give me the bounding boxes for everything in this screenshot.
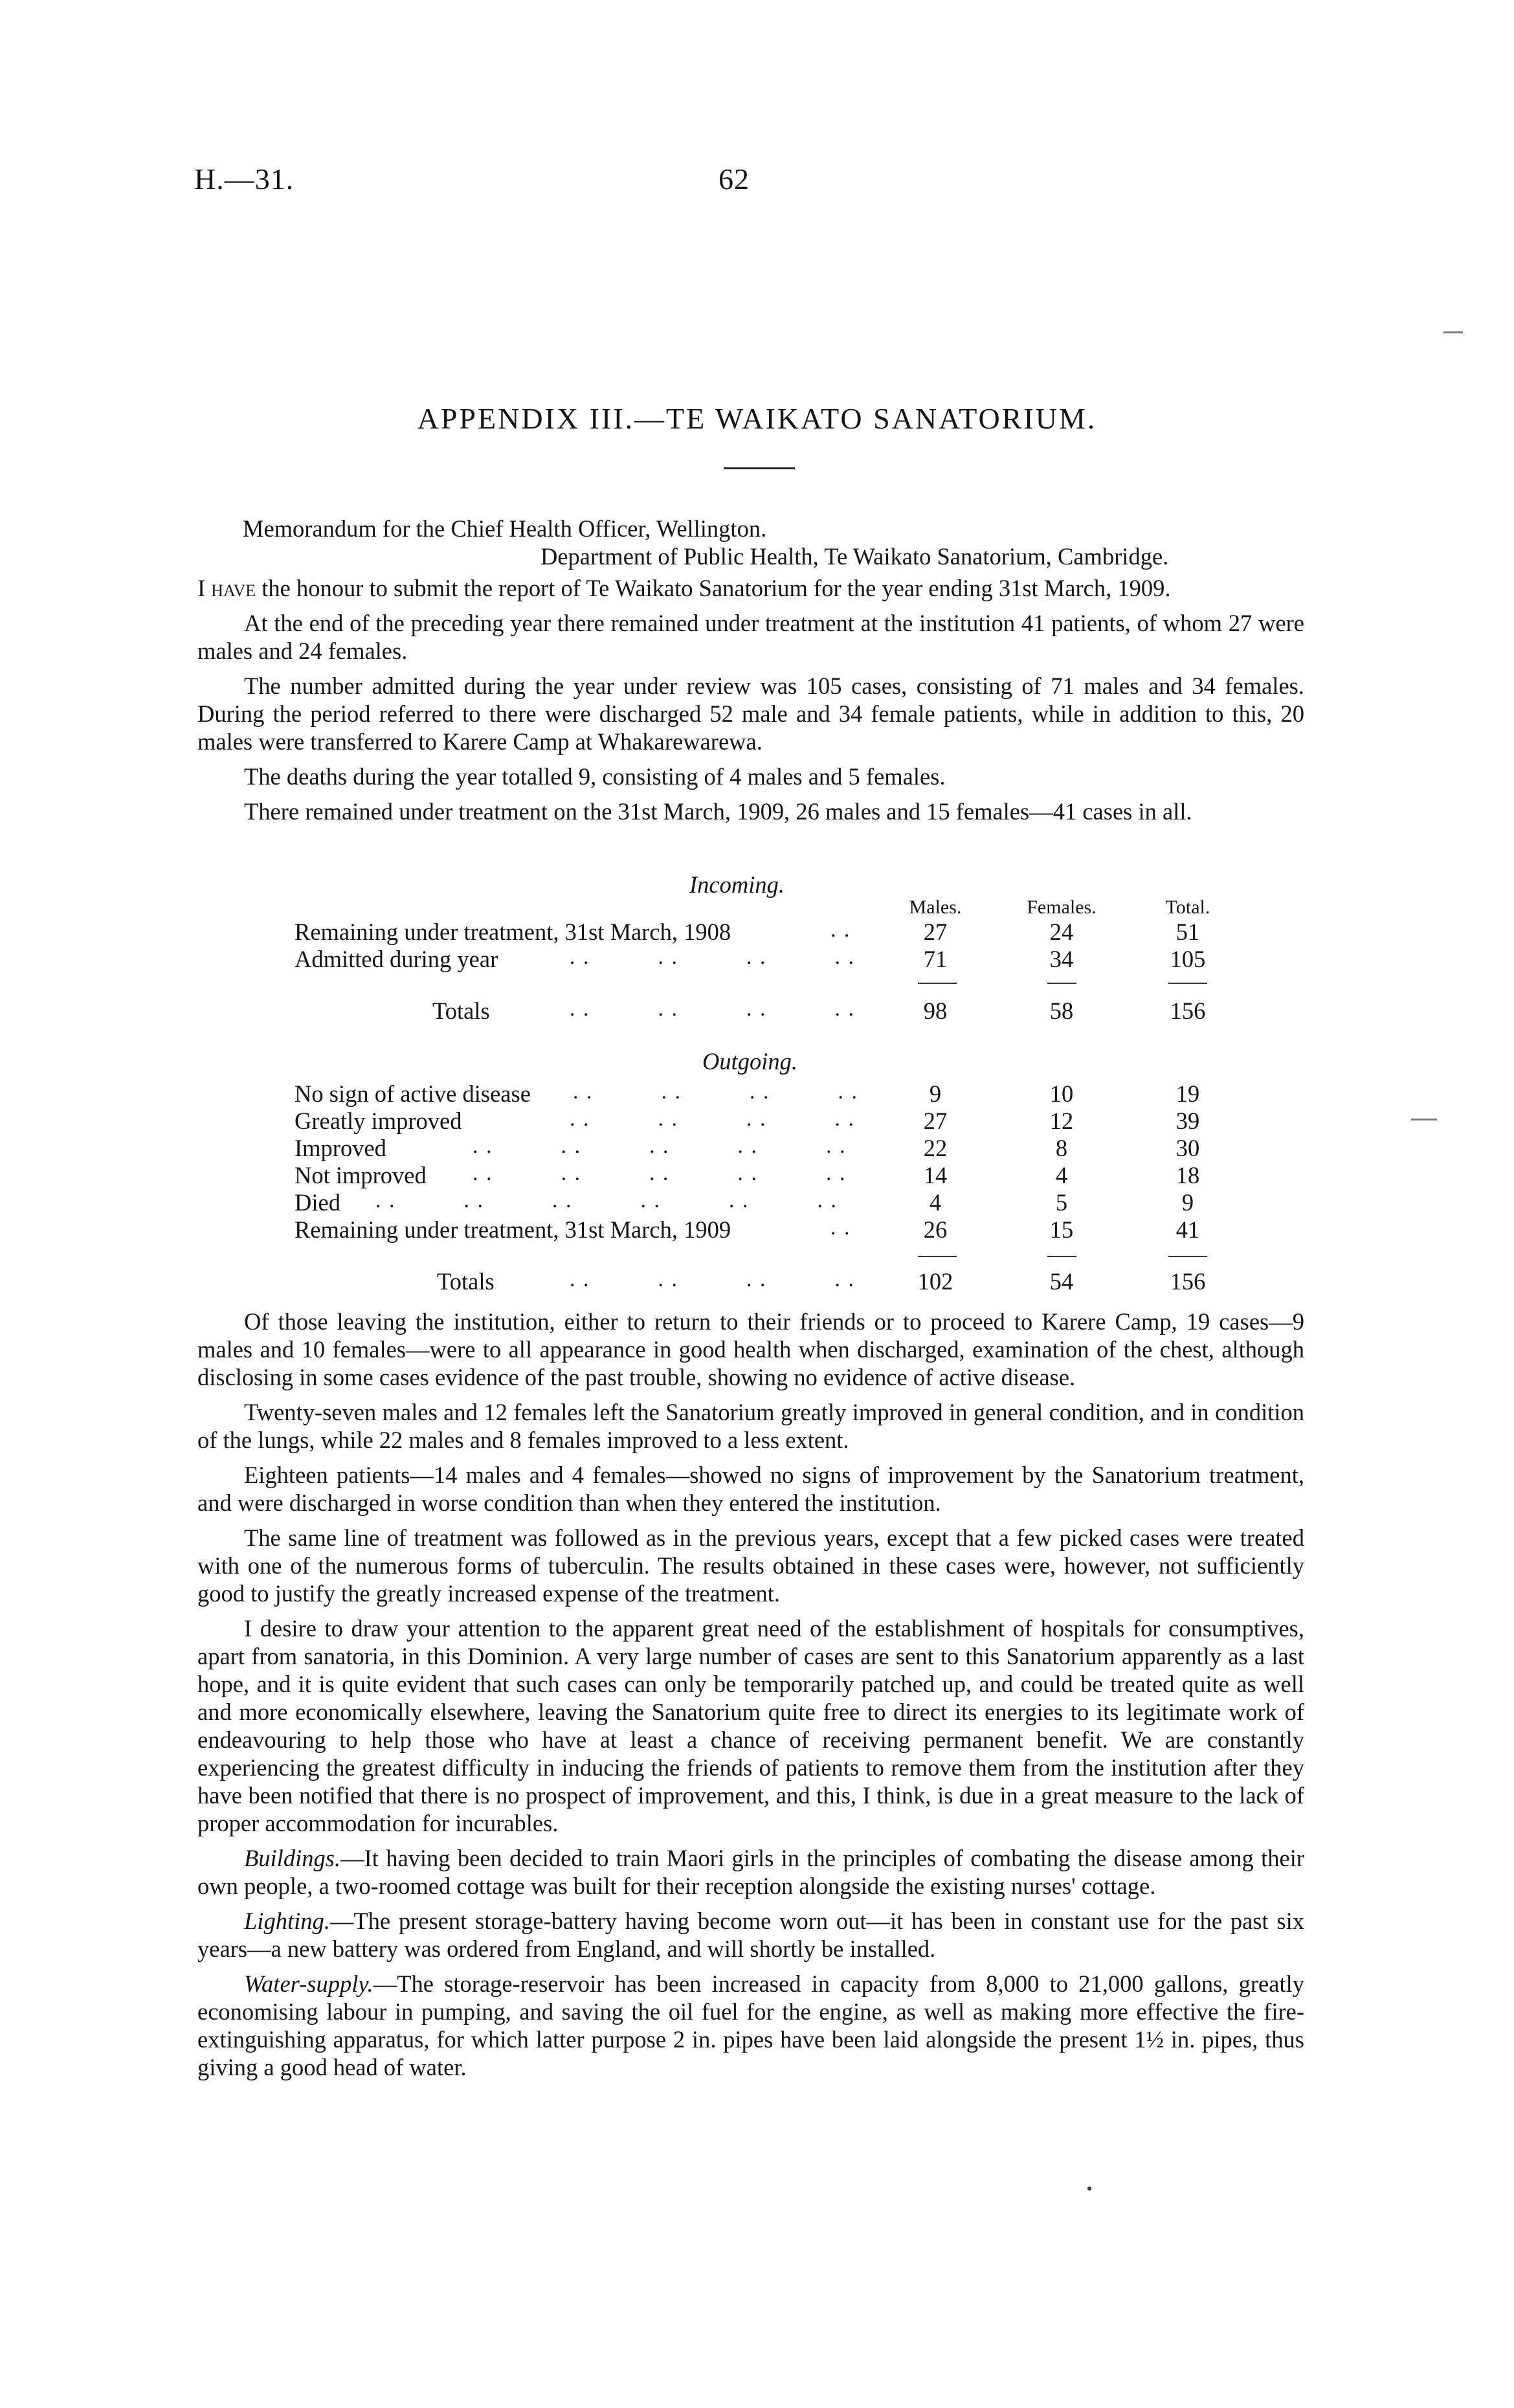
cell-females: 10 — [1049, 1080, 1074, 1107]
cell-total: 105 — [1170, 946, 1206, 972]
cell-males: 26 — [923, 1216, 948, 1243]
row-label: Greatly improved — [295, 1108, 462, 1134]
title-rule — [724, 467, 795, 469]
paragraph: The deaths during the year totalled 9, consisting of 4 males and 5 females. — [244, 763, 946, 790]
cell-females: 34 — [1049, 946, 1074, 972]
section-text: —The present storage-battery having become worn out—it has been in constant use for the past six years—a new battery was ordered from England, and will shortly be installed. — [197, 1908, 1304, 1962]
cell-total: 30 — [1175, 1135, 1200, 1161]
leader-dots: . . . . . . . . . . — [473, 1134, 847, 1158]
scan-mark — [1411, 1119, 1437, 1120]
cell-males: 27 — [923, 919, 948, 945]
sum-rule — [1047, 1256, 1076, 1257]
page-number: 62 — [718, 162, 750, 195]
memo-from: Department of Public Health, Te Waikato Sanatorium, Cambridge. — [540, 543, 1169, 570]
paragraph: The same line of treatment was followed as in the previous years, except that a few picked cases were treated with one of the numerous forms of tuberculin. The results obtained in these cases were, however, not sufficiently good to justify the greatly increased expense of the treatment. — [197, 1524, 1304, 1607]
intro-paragraph — [197, 574, 1304, 602]
row-label: Remaining under treatment, 31st March, 1909 — [295, 1216, 731, 1243]
cell-females: 4 — [1055, 1162, 1068, 1188]
column-header-females: Females. — [1027, 897, 1097, 918]
paragraph: At the end of the preceding year there remained under treatment at the institution 41 patients, of whom 27 were males and 24 females. — [197, 610, 1304, 664]
section-text: —It having been decided to train Maori girls in the principles of combating the disease among their own people, a two-roomed cottage was built for their reception alongside the existing nurses' cottage. — [197, 1845, 1304, 1899]
totals-label: Totals — [437, 1268, 495, 1295]
cell-females: 54 — [1049, 1268, 1074, 1295]
cell-males: 4 — [929, 1189, 942, 1216]
sum-rule — [1168, 1256, 1207, 1257]
row-label: Died — [295, 1189, 340, 1216]
leader-dots: . . . . . . . . — [570, 997, 855, 1021]
totals-label: Totals — [432, 998, 490, 1024]
leader-dots: . . — [830, 918, 851, 942]
opening-section — [197, 515, 1304, 832]
scan-mark — [1443, 331, 1463, 333]
water-supply-paragraph — [197, 1970, 1304, 2081]
sum-rule — [1168, 983, 1207, 984]
leader-dots: . . . . . . . . — [573, 1080, 858, 1104]
leader-dots: . . . . . . . . . . — [473, 1161, 847, 1185]
report-reference: H.—31. — [194, 162, 295, 195]
cell-males: 102 — [917, 1268, 953, 1295]
paragraph: Eighteen patients—14 males and 4 females—showed no signs of improvement by the Sanatorium treatment, and were discharged in worse condition than when they entered the institution. — [197, 1462, 1304, 1516]
cell-females: 58 — [1049, 998, 1074, 1024]
cell-total: 9 — [1181, 1189, 1194, 1216]
scan-mark — [1087, 2187, 1091, 2191]
section-text: —The storage-reservoir has been increased in capacity from 8,000 to 21,000 gallons, greatly economising labour in pumping, and saving the oil fuel for the engine, as well as making more effective the fire-extinguishing apparatus, for which latter purpose 2 in. pipes have been laid alongside the present 1½ in. pipes, thus giving a good head of water. — [197, 1970, 1304, 2080]
cell-females: 24 — [1049, 919, 1074, 945]
intro-lead: I have — [197, 575, 256, 601]
leader-dots: . . . . . . . . — [570, 1267, 855, 1291]
leader-dots: . . — [830, 1216, 851, 1240]
section-heading: Lighting. — [244, 1908, 330, 1934]
buildings-paragraph — [197, 1844, 1304, 1900]
sum-rule — [1047, 983, 1076, 984]
cell-males: 14 — [923, 1162, 948, 1188]
sum-rule — [918, 1256, 957, 1257]
lighting-paragraph — [197, 1907, 1304, 1963]
cell-total: 156 — [1170, 998, 1206, 1024]
cell-total: 18 — [1175, 1162, 1200, 1188]
cell-males: 9 — [929, 1080, 942, 1107]
cell-total: 41 — [1175, 1216, 1200, 1243]
leader-dots: . . . . . . . . . . . . — [375, 1188, 838, 1212]
sum-rule — [918, 983, 957, 984]
row-label: Admitted during year — [295, 946, 498, 972]
cell-total: 51 — [1175, 919, 1200, 945]
cell-total: 156 — [1170, 1268, 1206, 1295]
row-label: Remaining under treatment, 31st March, 1908 — [295, 919, 731, 945]
paragraph: Twenty-seven males and 12 females left the Sanatorium greatly improved in general condition, and in condition of the lungs, while 22 males and 8 females improved to a less extent. — [197, 1399, 1304, 1453]
paragraph: I desire to draw your attention to the apparent great need of the establishment of hospitals for consumptives, apart from sanatoria, in this Dominion. A very large number of cases are sent to this Sanatorium apparently as a last hope, and it is quite evident that such cases can only be temporarily patched up, and could be treated quite as well and more economically elsewhere, leaving the Sanatorium quite free to direct its energies to its legitimate work of endeavouring to help those who have at least a chance of receiving permanent benefit. We are constantly experiencing the greatest difficulty in inducing the friends of patients to remove them from the institution after they have been notified that there is no prospect of improvement, and this, I think, is due in a great measure to the lack of proper accommodation for incurables. — [197, 1615, 1304, 1836]
column-header-males: Males. — [909, 897, 962, 918]
cell-females: 5 — [1055, 1189, 1068, 1216]
cell-males: 27 — [923, 1108, 948, 1134]
cell-females: 12 — [1049, 1108, 1074, 1134]
section-heading: Buildings. — [244, 1845, 341, 1871]
cell-males: 22 — [923, 1135, 948, 1161]
outgoing-heading: Outgoing. — [702, 1048, 798, 1075]
leader-dots: . . . . . . . . — [570, 1107, 855, 1131]
paragraph: Of those leaving the institution, either to return to their friends or to proceed to Karere Camp, 19 cases—9 males and 10 females—were to all appearance in good health when discharged, examination of the chest, although disclosing in some cases evidence of the past trouble, showing no evidence of active disease. — [197, 1308, 1304, 1390]
cell-males: 98 — [923, 998, 948, 1024]
cell-females: 15 — [1049, 1216, 1074, 1243]
cell-females: 8 — [1055, 1135, 1068, 1161]
memo-to: Memorandum for the Chief Health Officer, Wellington. — [243, 515, 767, 542]
column-header-total: Total. — [1165, 897, 1210, 918]
appendix-title: APPENDIX III.—TE WAIKATO SANATORIUM. — [417, 402, 1097, 435]
paragraph: There remained under treatment on the 31st March, 1909, 26 males and 15 females—41 cases in all. — [244, 798, 1192, 825]
discussion-section — [197, 1308, 1304, 2088]
cell-males: 71 — [923, 946, 948, 972]
section-heading: Water-supply. — [244, 1970, 373, 1997]
paragraph: The number admitted during the year under review was 105 cases, consisting of 71 males and 34 females. During the period referred to there were discharged 52 male and 34 female patients, while in addition to this, 20 males were transferred to Karere Camp at Whakarewarewa. — [197, 673, 1304, 755]
row-label: Not improved — [295, 1162, 427, 1188]
row-label: No sign of active disease — [295, 1080, 531, 1107]
cell-total: 39 — [1175, 1108, 1200, 1134]
intro-rest: the honour to submit the report of Te Waikato Sanatorium for the year ending 31st March, 1909. — [256, 575, 1171, 601]
leader-dots: . . . . . . . . — [570, 945, 855, 969]
incoming-heading: Incoming. — [689, 871, 785, 898]
cell-total: 19 — [1175, 1080, 1200, 1107]
row-label: Improved — [295, 1135, 386, 1161]
